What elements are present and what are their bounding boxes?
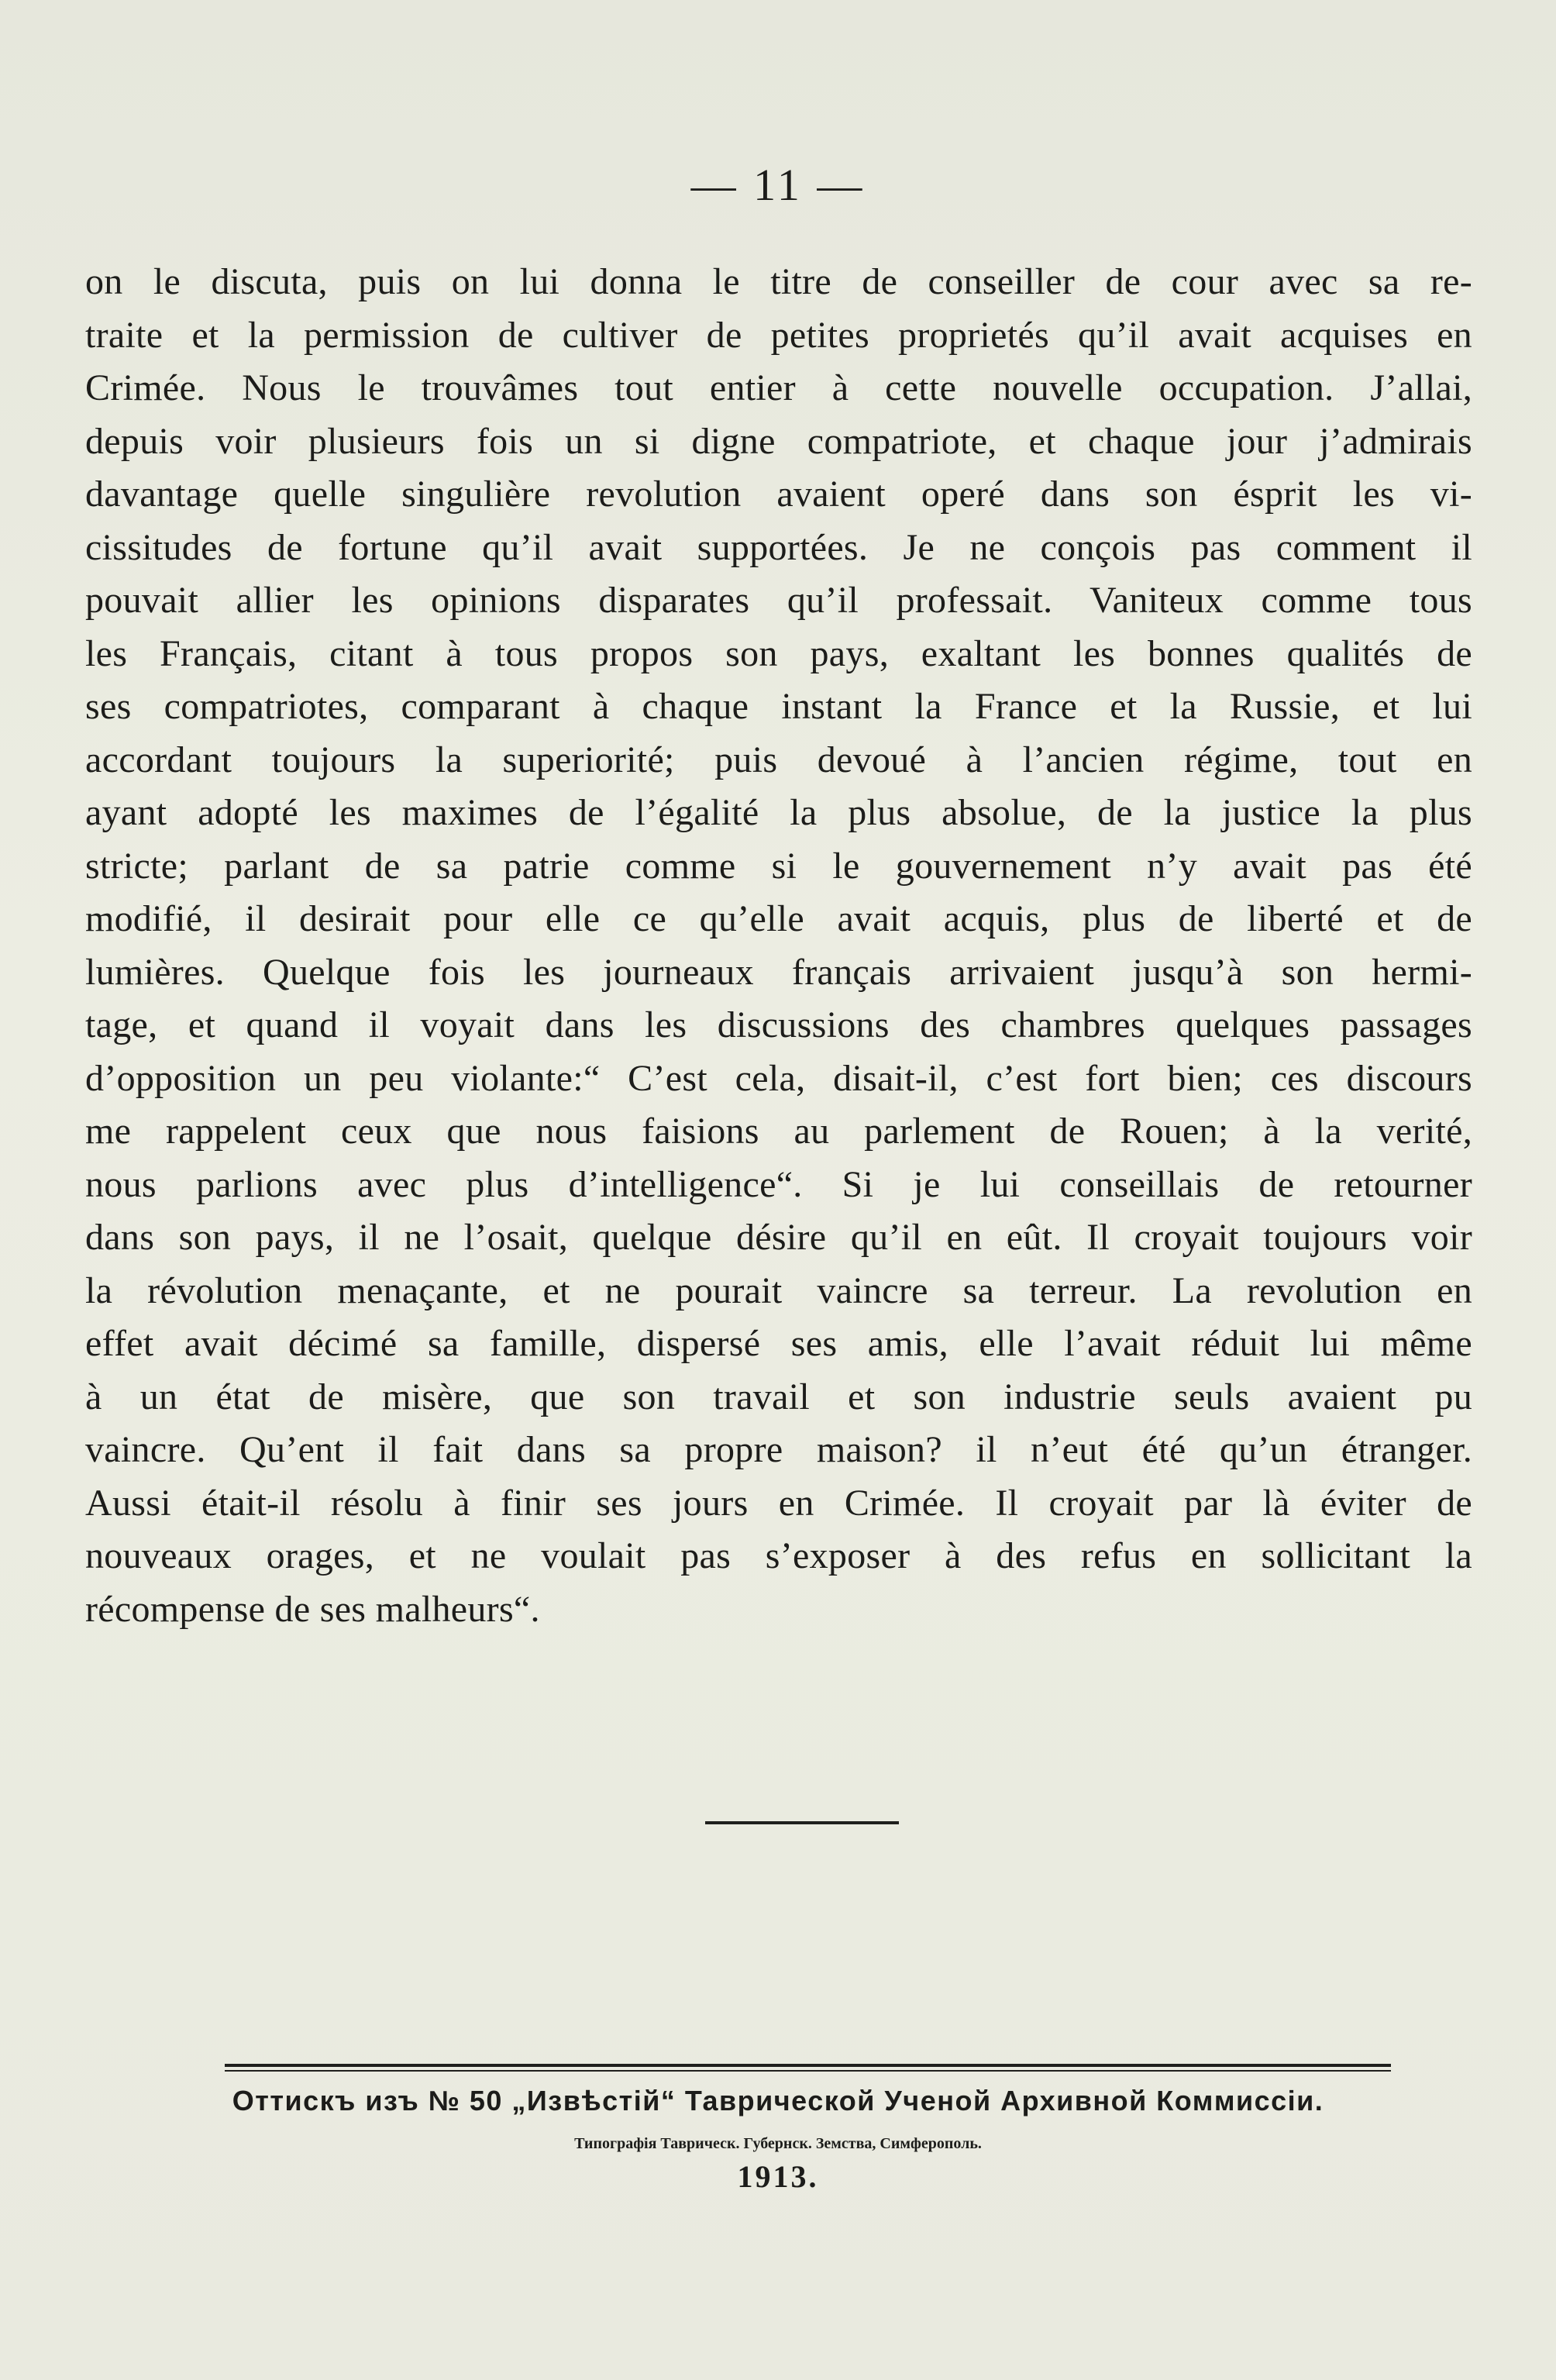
text-line: me rappelent ceux que nous faisions au parlement de Rouen; à la verité, <box>85 1111 1472 1152</box>
section-divider <box>705 1821 899 1824</box>
text-line: pouvait allier les opinions disparates qu’il professait. Vaniteux comme tous <box>85 580 1472 621</box>
footer-year: 1913. <box>737 2159 819 2194</box>
text-line: tage, et quand il voyait dans les discussions des chambres quelques passages <box>85 1004 1472 1045</box>
text-line: effet avait décimé sa famille, dispersé ses amis, elle l’avait réduit lui même <box>85 1323 1472 1364</box>
text-line: les Français, citant à tous propos son pays, exaltant les bonnes qualités de <box>85 632 1472 674</box>
text-line: davantage quelle singulière revolution avaient operé dans son ésprit les vi- <box>85 474 1472 515</box>
text-line: vaincre. Qu’ent il fait dans sa propre maison? il n’eut été qu’un étranger. <box>85 1429 1472 1470</box>
text-line: récompense de ses malheurs“. <box>85 1588 540 1630</box>
text-line: Aussi était-il résolu à finir ses jours en Crimée. Il croyait par là éviter de <box>85 1482 1472 1524</box>
text-line: modifié, il desirait pour elle ce qu’elle avait acquis, plus de liberté et de <box>85 898 1472 939</box>
footer-rule-thin <box>225 2070 1391 2072</box>
footer-printer: Типографія Таврическ. Губернск. Земства, Симферополь. <box>574 2135 982 2152</box>
text-line: accordant toujours la superiorité; puis devoué à l’ancien régime, tout en <box>85 739 1472 780</box>
text-line: la révolution menaçante, et ne pourait vaincre sa terreur. La revolution en <box>85 1269 1472 1311</box>
footer-rule <box>225 2064 1391 2067</box>
text-line: depuis voir plusieurs fois un si digne compatriote, et chaque jour j’admirais <box>85 420 1472 462</box>
text-line: lumières. Quelque fois les journeaux français arrivaient jusqu’à son hermi- <box>85 951 1472 993</box>
text-line: cissitudes de fortune qu’il avait supportées. Je ne conçois pas comment il <box>85 526 1472 568</box>
text-line: ayant adopté les maximes de l’égalité la plus absolue, de la justice la plus <box>85 792 1472 833</box>
text-line: nous parlions avec plus d’intelligence“. Si je lui conseillais de retourner <box>85 1163 1472 1205</box>
text-line: ses compatriotes, comparant à chaque instant la France et la Russie, et lui <box>85 686 1472 727</box>
page-number: — 11 — <box>690 160 866 210</box>
footer-imprint: Оттискъ изъ № 50 „Извѣстій“ Таврической Ученой Архивной Коммиссіи. <box>232 2085 1324 2117</box>
text-line: à un état de misère, que son travail et son industrie seuls avaient pu <box>85 1376 1472 1417</box>
text-line: stricte; parlant de sa patrie comme si le gouvernement n’y avait pas été <box>85 845 1472 887</box>
text-line: dans son pays, il ne l’osait, quelque désire qu’il en eût. Il croyait toujours voir <box>85 1217 1472 1258</box>
text-line: d’opposition un peu violante:“ C’est cela, disait-il, c’est fort bien; ces discours <box>85 1057 1472 1099</box>
text-line: nouveaux orages, et ne voulait pas s’exposer à des refus en sollicitant la <box>85 1535 1472 1576</box>
text-line: Crimée. Nous le trouvâmes tout entier à cette nouvelle occupation. J’allai, <box>85 367 1472 408</box>
text-line: traite et la permission de cultiver de petites proprietés qu’il avait acquises en <box>85 314 1472 356</box>
body-text <box>85 256 1472 1636</box>
text-line: on le discuta, puis on lui donna le titre de conseiller de cour avec sa re- <box>85 261 1472 302</box>
